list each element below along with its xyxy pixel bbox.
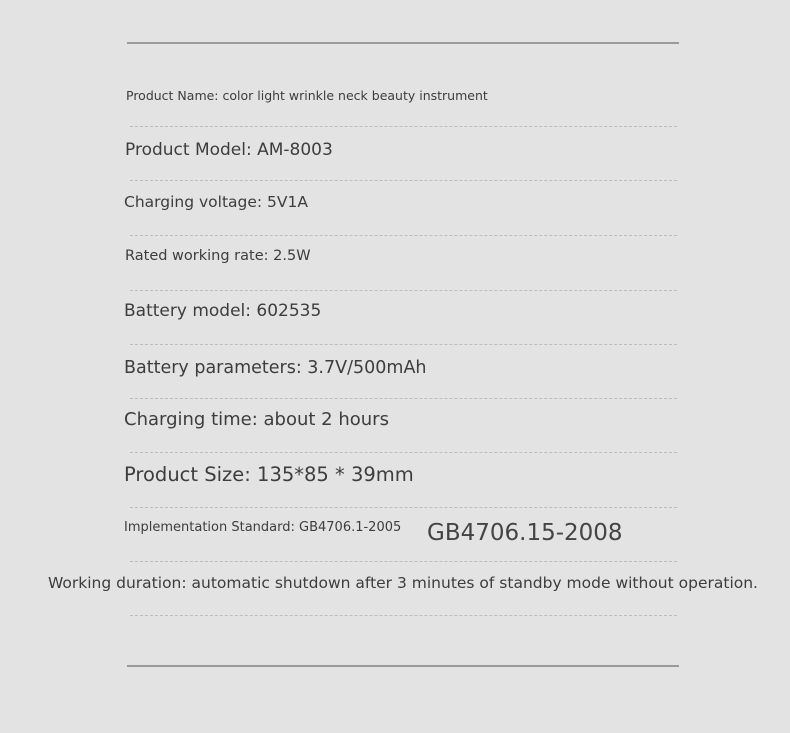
dashed-separator xyxy=(130,561,677,562)
dashed-separator xyxy=(130,344,677,345)
dashed-separator xyxy=(130,235,677,236)
implementation-standard-text: Implementation Standard: GB4706.1-2005 xyxy=(124,520,402,535)
rated-working-rate-text: Rated working rate: 2.5W xyxy=(125,248,311,264)
dashed-separator xyxy=(130,290,677,291)
dashed-separator xyxy=(130,615,677,616)
product-name-text: Product Name: color light wrinkle neck beauty instrument xyxy=(126,88,488,103)
product-model-text: Product Model: AM-8003 xyxy=(125,140,333,160)
top-rule xyxy=(127,42,679,44)
standard-code-text: GB4706.15-2008 xyxy=(427,520,623,546)
dashed-separator xyxy=(130,507,677,508)
product-size-text: Product Size: 135*85 * 39mm xyxy=(124,463,414,486)
battery-model-text: Battery model: 602535 xyxy=(124,301,322,321)
charging-voltage-text: Charging voltage: 5V1A xyxy=(124,193,308,211)
bottom-rule xyxy=(127,665,679,667)
dashed-separator xyxy=(130,452,677,453)
dashed-separator xyxy=(130,180,677,181)
battery-parameters-text: Battery parameters: 3.7V/500mAh xyxy=(124,358,427,378)
working-duration-text: Working duration: automatic shutdown after 3 minutes of standby mode without operation. xyxy=(48,574,758,592)
charging-time-text: Charging time: about 2 hours xyxy=(124,409,389,430)
dashed-separator xyxy=(130,398,677,399)
dashed-separator xyxy=(130,126,677,127)
